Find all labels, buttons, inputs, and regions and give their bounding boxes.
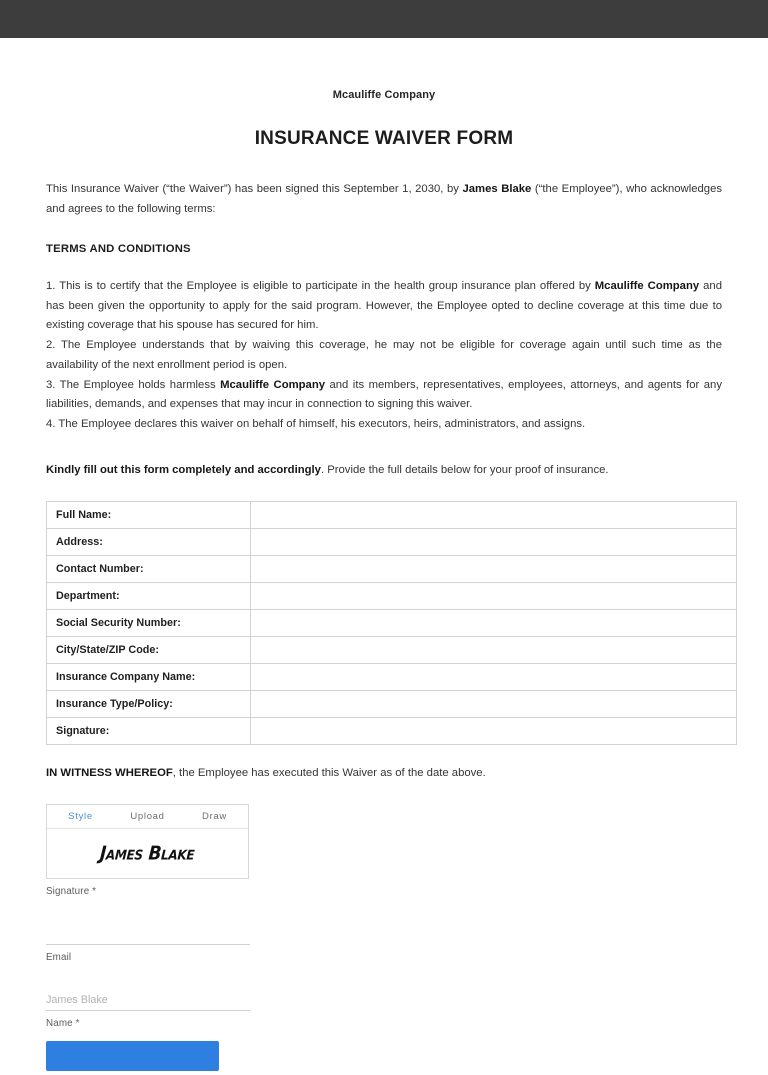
terms-list xyxy=(46,277,722,435)
row-value-address[interactable] xyxy=(251,528,737,555)
table-row xyxy=(47,636,737,663)
signature-canvas[interactable] xyxy=(47,829,248,879)
term-item-1 xyxy=(46,277,722,336)
term-1-suffix: and has been given the opportunity to apply for the said program. However, the Employee opted to decline coverage at this time due to existing coverage that his spouse has secured for him. xyxy=(46,280,722,332)
email-field[interactable] xyxy=(46,924,250,945)
row-label-insurance-company-name: Insurance Company Name: xyxy=(47,663,251,690)
email-field-label: Email xyxy=(46,951,72,963)
term-3-bold: Mcauliffe Company xyxy=(220,378,326,391)
table-row xyxy=(47,582,737,609)
row-value-signature[interactable] xyxy=(251,717,737,744)
witness-rest: , the Employee has executed this Waiver as of the date above. xyxy=(172,766,486,779)
table-row xyxy=(47,717,737,744)
row-label-contact-number: Contact Number: xyxy=(47,555,251,582)
table-row xyxy=(47,528,737,555)
term-1-bold: Mcauliffe Company xyxy=(594,280,700,292)
row-value-contact-number[interactable] xyxy=(251,555,737,582)
term-3-suffix: and its members, representatives, employees, attorneys, and agents for any liabilities, demands, and expenses that may incur in connection to signing this waiver. xyxy=(46,378,722,411)
row-label-city-state-zip: City/State/ZIP Code: xyxy=(47,636,251,663)
witness-bold: IN WITNESS WHEREOF xyxy=(46,766,173,779)
signature-rendered-text: James Blake xyxy=(99,842,196,865)
table-row xyxy=(47,555,737,582)
signature-widget[interactable] xyxy=(46,804,249,879)
row-label-insurance-type-policy: Insurance Type/Policy: xyxy=(47,690,251,717)
email-field-group xyxy=(46,924,250,963)
document-page xyxy=(0,38,768,1029)
intro-paragraph xyxy=(46,179,722,219)
name-field-group xyxy=(46,990,250,1029)
company-name: Mcauliffe Company xyxy=(332,89,436,101)
term-item-4 xyxy=(46,415,722,435)
row-label-full-name: Full Name: xyxy=(47,501,251,528)
term-item-3 xyxy=(46,376,722,415)
submit-button[interactable] xyxy=(46,1041,219,1071)
row-label-signature: Signature: xyxy=(47,717,251,744)
term-3-prefix: 3. The Employee holds harmless xyxy=(46,378,221,391)
table-row xyxy=(47,663,737,690)
row-label-address: Address: xyxy=(47,528,251,555)
instruction-line xyxy=(46,461,722,480)
intro-prefix: This Insurance Waiver (“the Waiver”) has been signed this September 1, 2030, by xyxy=(46,183,463,195)
insurance-details-table xyxy=(46,501,737,745)
signature-tabs xyxy=(47,805,248,829)
page-title: INSURANCE WAIVER FORM xyxy=(254,128,514,149)
term-2-prefix: 2. The Employee understands that by waiving this coverage, he may not be eligible for coverage again until such time as the availability of the next enrollment period is open. xyxy=(46,339,722,371)
row-value-insurance-company-name[interactable] xyxy=(251,663,737,690)
row-value-city-state-zip[interactable] xyxy=(251,636,737,663)
row-value-full-name[interactable] xyxy=(251,501,737,528)
tab-style[interactable]: Style xyxy=(68,810,93,822)
name-field[interactable] xyxy=(46,990,250,1011)
table-row xyxy=(47,690,737,717)
row-value-insurance-type-policy[interactable] xyxy=(251,690,737,717)
browser-chrome-bar xyxy=(0,0,768,39)
signature-field-label: Signature * xyxy=(46,885,97,897)
row-label-social-security-number: Social Security Number: xyxy=(47,609,251,636)
instruction-rest: . Provide the full details below for your proof of insurance. xyxy=(320,463,609,476)
row-label-department: Department: xyxy=(47,582,251,609)
table-row xyxy=(47,609,737,636)
tab-draw[interactable]: Draw xyxy=(202,810,227,822)
table-row xyxy=(47,501,737,528)
intro-suffix: (“the Employee”), who acknowledges and agrees to the following terms: xyxy=(46,183,723,215)
term-4-prefix: 4. The Employee declares this waiver on behalf of himself, his executors, heirs, administrators, and assigns. xyxy=(46,417,586,430)
document-body xyxy=(0,89,768,1075)
term-1-prefix: 1. This is to certify that the Employee is eligible to participate in the health group insurance plan offered by xyxy=(46,280,595,292)
row-value-department[interactable] xyxy=(251,582,737,609)
instruction-bold: Kindly fill out this form completely and accordingly xyxy=(46,463,321,476)
witness-clause xyxy=(46,767,722,779)
name-field-label: Name * xyxy=(46,1017,80,1029)
row-value-social-security-number[interactable] xyxy=(251,609,737,636)
term-item-2 xyxy=(46,336,722,375)
intro-signer-name: James Blake xyxy=(462,183,532,195)
terms-heading: TERMS AND CONDITIONS xyxy=(46,243,191,255)
tab-upload[interactable]: Upload xyxy=(130,810,165,822)
